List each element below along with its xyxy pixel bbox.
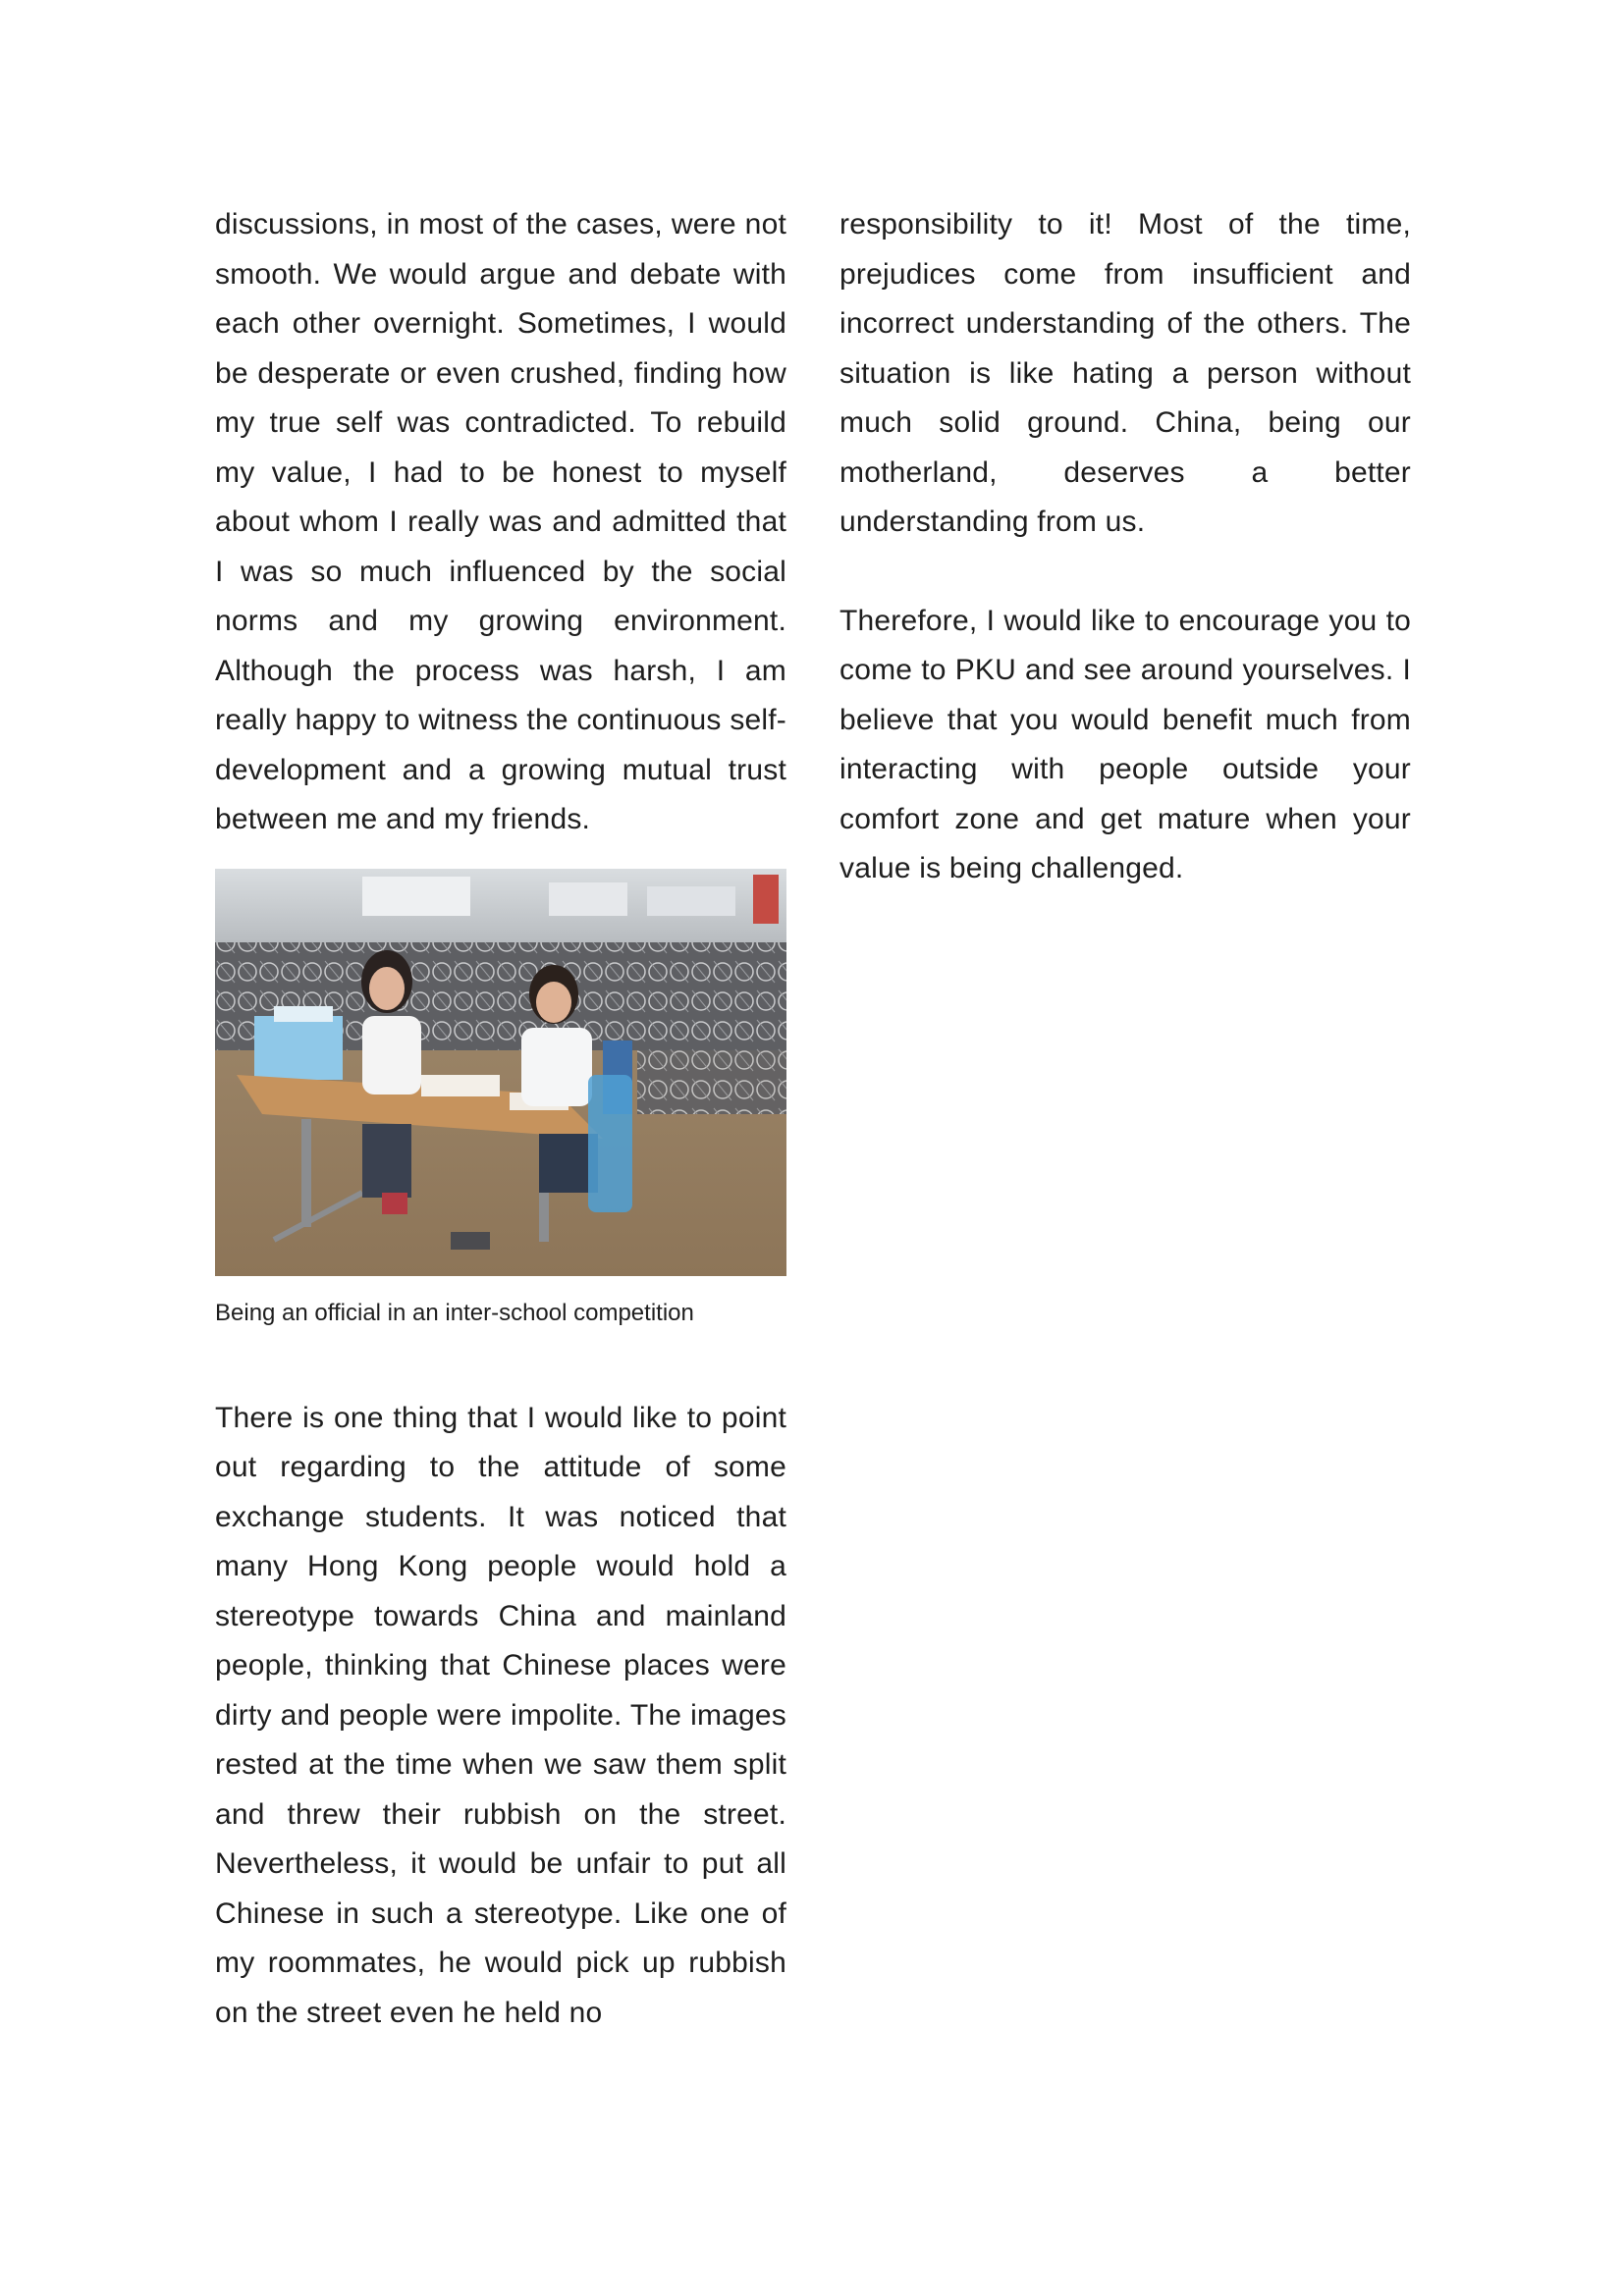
right-column bbox=[839, 200, 1411, 894]
left-paragraph-2: There is one thing that I would like to point out regarding to the attitude of some exchange students. It was noticed that many Hong Kong people would hold a stereotype towards China and mainland people, thinking that Chinese places were dirty and people were impolite. The images rested at the time when we saw them split and threw their rubbish on the street. Nevertheless, it would be unfair to put all Chinese in such a stereotype. Like one of my roommates, he would pick up rubbish on the street even he held no bbox=[215, 1401, 786, 2029]
left-column bbox=[215, 200, 786, 2038]
photo-caption: Being an official in an inter-school competition bbox=[215, 1299, 694, 1326]
left-paragraph-1: discussions, in most of the cases, were not smooth. We would argue and debate with each other overnight. Sometimes, I would be desperate or even crushed, finding how my true self was contradicted. To rebuild my value, I had to be honest to myself about whom I really was and admitted that I was so much influenced by the social norms and my growing environment. Although the process was harsh, I am really happy to witness the continuous self-development and a growing mutual trust between me and my friends. bbox=[215, 208, 786, 835]
paragraph-gap bbox=[839, 548, 1411, 597]
photo-officials-at-table bbox=[215, 869, 786, 1276]
right-paragraph-2: Therefore, I would like to encourage you to come to PKU and see around yourselves. I believe that you would benefit much from interacting with people outside your comfort zone and get mature when your value is being challenged. bbox=[839, 604, 1411, 884]
right-paragraph-1: responsibility to it! Most of the time, prejudices come from insufficient and incorrect understanding of the others. The situation is like hating a person without much solid ground. China, being our motherland, deserves a better understanding from us. bbox=[839, 208, 1411, 538]
